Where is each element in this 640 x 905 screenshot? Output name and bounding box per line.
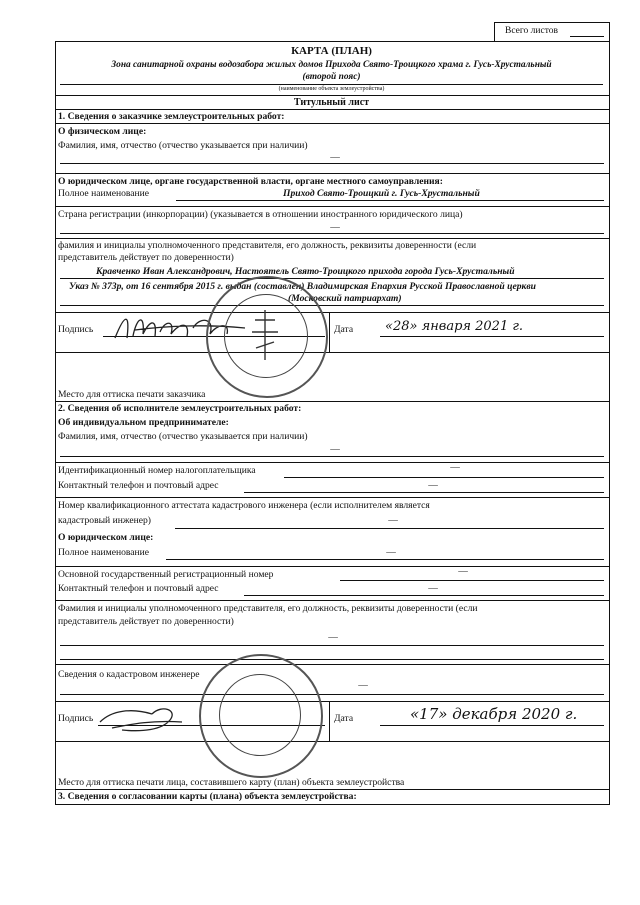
country-label: Страна регистрации (инкорпорации) (указывается в отношении иностранного юридического лица): [58, 209, 463, 220]
customer-rep-label-2: представитель действует по доверенности): [58, 252, 234, 263]
rule: [60, 645, 604, 646]
contractor-signature-label: Подпись: [58, 713, 94, 724]
inn-value: —: [450, 462, 460, 473]
rule: [55, 600, 609, 601]
rule: [60, 233, 604, 234]
contact-label: Контактный телефон и почтовый адрес: [58, 480, 219, 491]
total-sheets-value-line: [570, 36, 604, 37]
rule: [60, 694, 604, 695]
rule: [55, 401, 609, 402]
cross-icon: [250, 310, 280, 360]
contractor-fullname-value: —: [386, 547, 396, 558]
rule: [60, 163, 604, 164]
cert-label-2: кадастровый инженер): [58, 515, 151, 526]
rule: [329, 701, 330, 741]
rule: [55, 462, 609, 463]
rule: [329, 312, 330, 352]
contractor-seal-label: Место для оттиска печати лица, составившего карту (план) объекта землеустройства: [58, 777, 405, 788]
customer-fio-value: —: [330, 152, 340, 163]
customer-rep-value-2: Указ № 373р, от 16 сентября 2015 г. выдан (составлен) Владимирская Епархия Русской Православной церкви: [69, 281, 537, 292]
rule: [55, 352, 609, 353]
ogrn-label: Основной государственный регистрационный номер: [58, 569, 274, 580]
rule: [55, 741, 609, 742]
rule: [176, 200, 604, 201]
rule: [55, 664, 609, 665]
customer-fullname-label: Полное наименование: [58, 188, 150, 199]
customer-rep-value-3: (Московский патриархат): [288, 293, 402, 304]
rule: [244, 492, 604, 493]
rule: [55, 173, 609, 174]
customer-fio-label: Фамилия, имя, отчество (отчество указывается при наличии): [58, 140, 308, 151]
customer-date-label: Дата: [334, 324, 354, 335]
date-line: [380, 336, 604, 337]
contractor-rep-value: —: [328, 632, 338, 643]
date-line: [380, 725, 604, 726]
rule: [166, 559, 604, 560]
inn-label: Идентификационный номер налогоплательщика: [58, 465, 256, 476]
rule: [60, 456, 604, 457]
cert-value: —: [388, 515, 398, 526]
contractor-legal-title: О юридическом лице:: [58, 532, 154, 543]
engineer-value: —: [358, 680, 368, 691]
total-sheets-label: Всего листов: [505, 26, 558, 36]
contact2-label: Контактный телефон и почтовый адрес: [58, 583, 219, 594]
contractor-fio-value: —: [330, 444, 340, 455]
rule: [55, 566, 609, 567]
contractor-seal-inner: [219, 674, 301, 756]
contractor-date-label: Дата: [334, 713, 354, 724]
sheet-title: Титульный лист: [293, 97, 370, 108]
rule: [60, 278, 604, 279]
rule: [55, 206, 609, 207]
rule: [60, 659, 604, 660]
contractor-fio-label: Фамилия, имя, отчество (отчество указывается при наличии): [58, 431, 308, 442]
customer-signature-label: Подпись: [58, 324, 94, 335]
country-value: —: [330, 222, 340, 233]
rule: [55, 238, 609, 239]
rule: [60, 305, 604, 306]
customer-rep-label-1: фамилия и инициалы уполномоченного представителя, его должность, реквизиты доверенности (если: [58, 240, 477, 251]
rule: [55, 109, 609, 110]
section-2-title: 2. Сведения об исполнителе землеустроительных работ:: [58, 403, 302, 414]
contact-value: —: [428, 480, 438, 491]
rule: [55, 789, 609, 790]
legal-title: О юридическом лице, органе государственной власти, органе местного самоуправления:: [58, 176, 443, 187]
section-1-title: 1. Сведения о заказчике землеустроительных работ:: [58, 111, 285, 122]
object-name-line2: (второй пояс): [302, 72, 361, 82]
contractor-date-value: «17» декабря 2020 г.: [410, 705, 578, 723]
form-title: КАРТА (ПЛАН): [291, 45, 372, 57]
rule: [244, 595, 604, 596]
ip-title: Об индивидуальном предпринимателе:: [58, 417, 229, 428]
contractor-rep-label-1: Фамилия и инициалы уполномоченного представителя, его должность, реквизиты доверенности (если: [58, 603, 478, 614]
section-3-title: 3. Сведения о согласовании карты (плана) объекта землеустройства:: [58, 791, 357, 802]
rule: [340, 580, 604, 581]
contractor-rep-label-2: представитель действует по доверенности): [58, 616, 234, 627]
customer-rep-value-1: Кравченко Иван Александрович, Настоятель Свято-Троицкого прихода города Гусь-Хрустальный: [96, 266, 515, 277]
customer-fullname-value: Приход Свято-Троицкий г. Гусь-Хрустальный: [283, 188, 480, 199]
rule: [175, 528, 604, 529]
contractor-signature: [92, 700, 202, 740]
rule: [55, 123, 609, 124]
rule: [284, 477, 604, 478]
cert-label-1: Номер квалификационного аттестата кадастрового инженера (если исполнителем является: [58, 500, 430, 511]
object-name-caption: (наименование объекта землеустройства): [278, 86, 385, 92]
rule: [55, 497, 609, 498]
contractor-fullname-label: Полное наименование: [58, 547, 150, 558]
contact2-value: —: [428, 583, 438, 594]
individual-title: О физическом лице:: [58, 126, 147, 137]
object-name-line1: Зона санитарной охраны водозабора жилых домов Прихода Свято-Троицкого храма г. Гусь-Хрустальный: [111, 60, 552, 70]
customer-seal-label: Место для оттиска печати заказчика: [58, 389, 206, 400]
rule: [55, 95, 609, 96]
customer-date-value: «28» января 2021 г.: [385, 319, 524, 334]
engineer-label: Сведения о кадастровом инженере: [58, 669, 200, 680]
ogrn-value: —: [458, 566, 468, 577]
